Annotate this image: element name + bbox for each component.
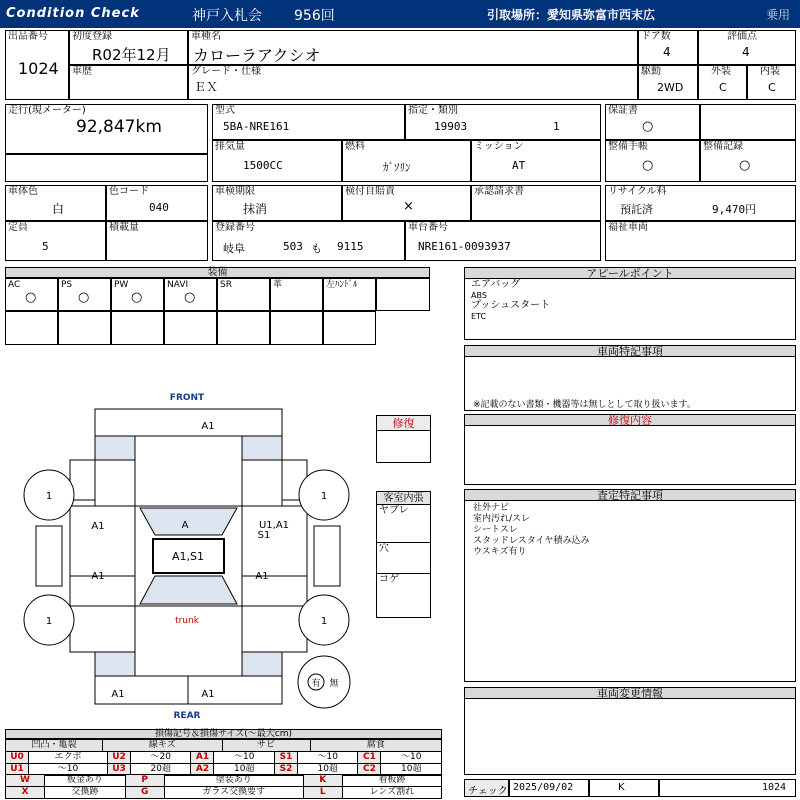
assessment-item: 社外ナビ — [473, 503, 510, 513]
registration-class: 503 — [283, 240, 303, 253]
cabin-tear — [377, 505, 430, 543]
legend-codes-2 — [5, 774, 442, 799]
rear-right-damage: A1 — [201, 689, 215, 700]
check-label: チェック — [468, 786, 508, 797]
assessment-title: 査定特記事項 — [464, 489, 796, 501]
doors-label: ドア数 — [641, 31, 671, 42]
legend-code: S1 — [274, 752, 297, 764]
equipment-item-value: ○ — [78, 290, 90, 305]
mileage-value: 92,847km — [76, 117, 162, 137]
equipment-item-label: 革 — [273, 280, 283, 290]
type-value: 5BA-NRE161 — [223, 120, 290, 133]
color-code-cell — [106, 185, 208, 221]
grade-value: ＥＸ — [194, 80, 219, 94]
legend-meaning: 交換跡 — [45, 787, 126, 799]
body-color-cell — [5, 185, 106, 221]
score-value: 4 — [742, 45, 750, 59]
insurance-label: 検付自賠責 — [345, 186, 395, 197]
windshield-damage: A — [181, 520, 189, 531]
front-panel-damage: A1 — [201, 421, 215, 432]
legend-group-dent: 凹凸・亀裂 — [6, 740, 103, 752]
cabin-box — [376, 491, 431, 618]
legend-size: エクボ — [29, 752, 108, 764]
rear-label: REAR — [173, 711, 201, 721]
legend-code: U1 — [6, 764, 29, 776]
displacement-cell — [212, 140, 342, 182]
mission-cell — [471, 140, 601, 182]
maintenance-record-value: ○ — [739, 158, 751, 173]
mileage-label: 走行(現メーター) — [8, 105, 86, 116]
body-color-value: 白 — [52, 202, 65, 216]
insurance-cell — [342, 185, 471, 221]
vehicle-category: 乗用 — [766, 8, 791, 22]
assessment-item: スタッドレスタイヤ積み込み — [473, 536, 590, 546]
legend-size: 〜10 — [29, 764, 108, 776]
auction-name: 神戸入札会 — [192, 8, 262, 24]
chassis-number-value: NRE161-0093937 — [418, 240, 511, 253]
legend-size: 〜20 — [131, 752, 191, 764]
assessment-item: 室内汚れ/スレ — [473, 514, 531, 524]
history-label: 車歴 — [72, 66, 92, 77]
cabin-title: 客室内張 — [377, 492, 430, 505]
type-label: 型式 — [215, 105, 235, 116]
cabin-burn — [377, 574, 430, 617]
check-date: 2025/09/02 — [513, 782, 574, 793]
equipment-item-blank — [164, 311, 217, 345]
legend-code: U3 — [108, 764, 131, 776]
right-front-door-damage: U1,A1 — [258, 520, 290, 531]
equipment-item-label: 左ﾊﾝﾄﾞﾙ — [326, 280, 358, 290]
legend-code: P — [125, 775, 164, 787]
legend-code: C1 — [358, 752, 381, 764]
special-notes-title: 車両特記事項 — [464, 345, 796, 357]
legend-code: S2 — [274, 764, 297, 776]
right-front-door-damage-2: S1 — [257, 530, 271, 541]
rear-left-damage: A1 — [111, 689, 125, 700]
legend-size: 10超 — [381, 764, 442, 776]
equipment-item — [58, 278, 111, 311]
legend-meaning: ガラス交換要す — [164, 787, 303, 799]
drive-label: 駆動 — [641, 66, 661, 77]
registration-area: 岐阜 — [223, 242, 245, 255]
right-rear-tire-value: 1 — [320, 616, 328, 627]
equipment-item — [323, 278, 376, 311]
change-info-title: 車両変更情報 — [464, 687, 796, 699]
left-front-door-damage: A1 — [91, 521, 105, 532]
warranty-label: 保証書 — [608, 105, 638, 116]
check-inspector: K — [618, 782, 625, 793]
mission-label: ミッション — [474, 141, 524, 152]
appeal-item: プッシュスタート — [471, 300, 551, 311]
recycle-amount: 9,470円 — [712, 203, 757, 216]
warranty-value: ○ — [642, 119, 654, 134]
spare-tire-yes: 有 — [311, 679, 321, 689]
equipment-item-value: ○ — [25, 290, 37, 305]
equipment-title: 装備 — [5, 267, 430, 278]
appeal-item: エアバッグ — [471, 279, 521, 290]
assessment-panel — [464, 489, 796, 682]
check-lot: 1024 — [762, 782, 787, 793]
drive-cell — [638, 65, 698, 100]
model-name-cell — [188, 30, 638, 65]
chassis-number-label: 車台番号 — [408, 222, 448, 233]
first-registration-label: 初度登録 — [72, 31, 112, 42]
appeal-item: ABS — [471, 291, 487, 300]
equipment-item-label: PS — [61, 280, 73, 290]
equipment-item-blank — [5, 311, 58, 345]
grade-label: グレード・仕様 — [191, 66, 261, 77]
right-rear-door-damage: A1 — [255, 571, 269, 582]
left-rear-door-damage: A1 — [91, 571, 105, 582]
equipment-item-blank — [270, 311, 323, 345]
welfare-vehicle-cell — [605, 221, 796, 261]
equipment-item-blank — [111, 311, 164, 345]
history-cell — [69, 65, 188, 100]
equipment-item-value: ○ — [184, 290, 196, 305]
drive-value: 2WD — [657, 81, 684, 94]
color-code-value: 040 — [149, 201, 169, 214]
cabin-hole — [377, 543, 430, 574]
check-inspector-cell — [589, 779, 659, 797]
repair-title: 修復 — [377, 416, 430, 431]
exterior-cell — [698, 65, 747, 100]
check-date-cell — [509, 779, 589, 797]
insurance-value: × — [403, 199, 414, 214]
equipment-item-label: PW — [114, 280, 129, 290]
mileage-cell — [5, 104, 208, 154]
legend-code: A1 — [191, 752, 214, 764]
recycle-cell — [605, 185, 796, 221]
header-bar — [0, 0, 800, 28]
score-label: 評価点 — [727, 31, 757, 42]
legend-code: W — [6, 775, 45, 787]
recycle-label: リサイクル料 — [608, 186, 667, 197]
left-rear-tire-value: 1 — [45, 616, 53, 627]
registration-number-label: 登録番号 — [215, 222, 255, 233]
equipment-item — [5, 278, 58, 311]
repair-box — [376, 415, 431, 463]
approval-label: 承認請求書 — [474, 186, 524, 197]
legend-meaning: レンズ割れ — [342, 787, 441, 799]
chassis-number-cell — [405, 221, 601, 261]
assessment-list — [473, 503, 590, 558]
designation-value: 19903 — [434, 120, 468, 133]
brand-title: Condition Check — [6, 6, 140, 21]
legend-size: 10超 — [214, 764, 274, 776]
legend-code: U0 — [6, 752, 29, 764]
legend-code: G — [125, 787, 164, 799]
assessment-item: シートスレ — [473, 525, 518, 535]
registration-serial: 9115 — [337, 240, 364, 253]
capacity-cell — [5, 221, 106, 261]
legend-group-rust: サビ — [222, 740, 310, 752]
pickup-location: 引取場所：愛知県弥富市西末広 — [487, 8, 656, 22]
right-front-tire-value: 1 — [320, 491, 328, 502]
legend-group-corrosion: 腐食 — [310, 740, 441, 752]
equipment-item-blank — [217, 311, 270, 345]
equipment-item-value: ○ — [131, 290, 143, 305]
legend-meaning: 看板跡 — [342, 775, 441, 787]
front-label: FRONT — [169, 393, 205, 403]
legend-title: 損傷記号＆損傷サイズ(〜最大cm) — [5, 729, 442, 739]
warranty-extra-cell — [700, 104, 796, 140]
legend-size: 〜10 — [381, 752, 442, 764]
displacement-label: 排気量 — [215, 141, 245, 152]
assessment-item: ウスキズ有り — [473, 547, 527, 557]
grade-cell — [188, 65, 638, 100]
special-notes-disclaimer: ※記載のない書類・機器等は無しとして取り扱います。 — [473, 400, 696, 410]
load-capacity-cell — [106, 221, 208, 261]
first-registration-cell — [69, 30, 188, 65]
recycle-status: 預託済 — [620, 203, 653, 216]
designation-cell — [405, 104, 601, 140]
appeal-list — [471, 279, 550, 321]
lot-number-cell — [5, 30, 69, 100]
equipment-item — [270, 278, 323, 311]
mission-value: AT — [512, 159, 526, 172]
maintenance-manual-label: 整備手帳 — [608, 141, 648, 152]
capacity-label: 定員 — [8, 222, 28, 233]
type-cell — [212, 104, 405, 140]
cabin-tear-label: ヤブレ — [379, 505, 409, 516]
registration-number-cell — [212, 221, 405, 261]
score-cell — [698, 30, 796, 65]
legend-meaning: 塗装あり — [164, 775, 303, 787]
special-notes-panel — [464, 345, 796, 411]
legend-meaning: 板金あり — [45, 775, 126, 787]
car-diagram — [0, 380, 372, 725]
interior-label: 内装 — [760, 66, 780, 77]
equipment-item-label: NAVI — [167, 280, 189, 290]
inspection-value: 抹消 — [243, 202, 268, 216]
designation-label: 指定・類別 — [408, 105, 458, 116]
roof-damage: A1,S1 — [171, 550, 205, 563]
cabin-burn-label: コゲ — [379, 574, 399, 585]
check-label-cell — [464, 779, 509, 797]
equipment-item — [164, 278, 217, 311]
model-name-value: カローラアクシオ — [193, 46, 321, 65]
legend-size: 〜10 — [214, 752, 274, 764]
appeal-panel — [464, 267, 796, 340]
maintenance-manual-cell — [605, 140, 700, 182]
equipment-item — [111, 278, 164, 311]
class-value: 1 — [553, 120, 560, 133]
exterior-label: 外装 — [711, 66, 731, 77]
legend-size: 〜10 — [297, 752, 357, 764]
auction-session: 956回 — [294, 8, 335, 24]
welfare-vehicle-label: 福祉車両 — [608, 222, 648, 233]
repair-detail-title: 修復内容 — [464, 414, 796, 426]
fuel-cell — [342, 140, 471, 182]
lot-number-value: 1024 — [18, 59, 59, 78]
interior-value: C — [768, 81, 776, 94]
equipment-item — [217, 278, 270, 311]
registration-kana: も — [311, 242, 322, 255]
load-capacity-label: 積載量 — [109, 222, 139, 233]
lot-number-label: 出品番号 — [8, 31, 48, 42]
legend-code: X — [6, 787, 45, 799]
legend-code: L — [303, 787, 342, 799]
equipment-item-blank — [323, 311, 376, 345]
trunk-label: trunk — [175, 616, 199, 626]
equipment-extra-cell — [376, 278, 430, 311]
maintenance-record-label: 整備記録 — [703, 141, 743, 152]
legend-code: C2 — [358, 764, 381, 776]
doors-cell — [638, 30, 698, 65]
legend-code: U2 — [108, 752, 131, 764]
maintenance-manual-value: ○ — [642, 158, 654, 173]
first-registration-value: R02年12月 — [92, 46, 171, 64]
warranty-cell — [605, 104, 700, 140]
equipment-item-blank — [58, 311, 111, 345]
mileage-subcell — [5, 154, 208, 182]
spare-tire-none: 無 — [329, 679, 339, 689]
legend-code: K — [303, 775, 342, 787]
legend-size: 20超 — [131, 764, 191, 776]
fuel-value: ｶﾞｿﾘﾝ — [383, 161, 411, 174]
displacement-value: 1500CC — [243, 159, 283, 172]
appeal-item: ETC — [471, 312, 487, 321]
inspection-cell — [212, 185, 342, 221]
legend-code: A2 — [191, 764, 214, 776]
legend-codes — [5, 751, 442, 776]
color-code-label: 色コード — [109, 186, 149, 197]
capacity-value: 5 — [42, 240, 49, 253]
change-info-panel — [464, 687, 796, 775]
model-name-label: 車種名 — [191, 31, 221, 42]
equipment-item-label: SR — [220, 280, 232, 290]
maintenance-record-cell — [700, 140, 796, 182]
cabin-hole-label: 穴 — [379, 543, 389, 554]
check-lot-cell — [659, 779, 796, 797]
legend-size: 10超 — [297, 764, 357, 776]
approval-cell — [471, 185, 601, 221]
equipment-item-label: AC — [8, 280, 21, 290]
interior-cell — [747, 65, 796, 100]
doors-value: 4 — [663, 45, 671, 59]
exterior-value: C — [719, 81, 727, 94]
appeal-title: アピールポイント — [464, 267, 796, 279]
body-color-label: 車体色 — [8, 186, 38, 197]
inspection-label: 車検期限 — [215, 186, 255, 197]
left-front-tire-value: 1 — [45, 491, 53, 502]
repair-detail-panel — [464, 414, 796, 485]
fuel-label: 燃料 — [345, 141, 365, 152]
legend-group-scratch: 線キズ — [102, 740, 222, 752]
